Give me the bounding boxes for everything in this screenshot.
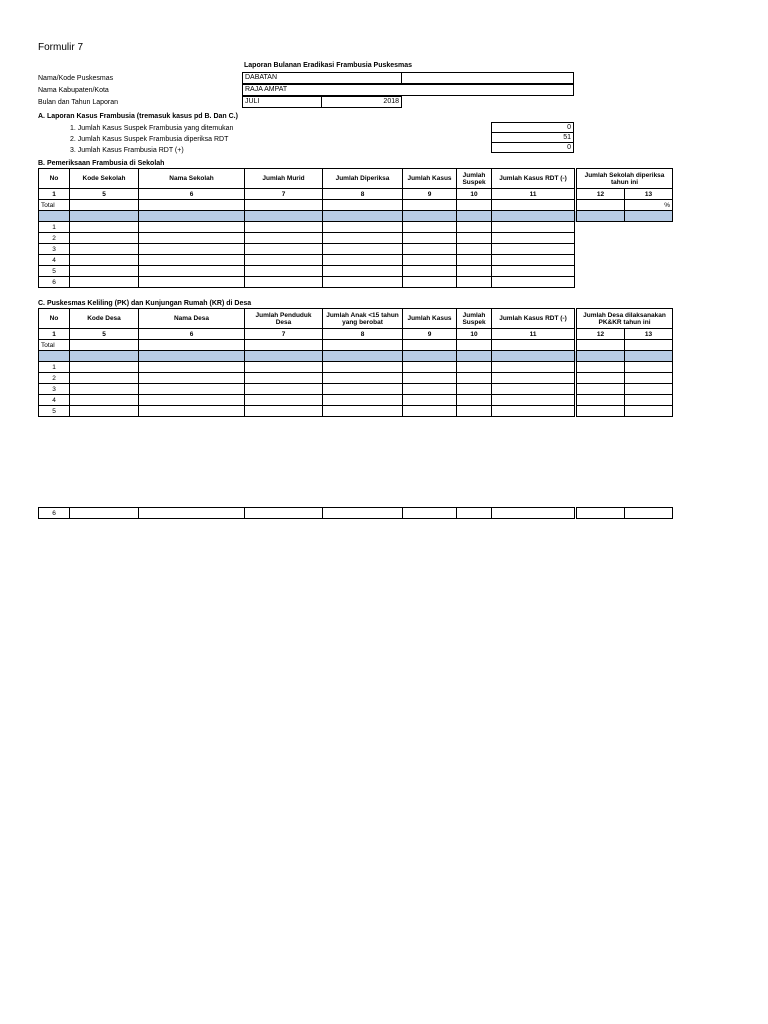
table-cell[interactable] [245,233,323,244]
col-header-jumlah-kasus-rdt: Jumlah Kasus RDT (-) [492,169,575,189]
col-number: 1 [39,329,70,340]
col-number: 5 [70,189,139,200]
col-number: 13 [625,329,673,340]
table-cell[interactable] [403,395,457,406]
col-number: 11 [492,329,575,340]
col-number: 10 [457,329,492,340]
row-number: 4 [39,255,70,266]
form-title: Formulir 7 [38,42,84,53]
table-cell[interactable] [139,233,245,244]
table-cell[interactable] [245,406,323,417]
table-cell[interactable] [323,200,403,211]
table-cell[interactable] [492,222,575,233]
percent-cell[interactable]: % [625,200,673,211]
table-cell[interactable] [139,340,245,351]
table-cell[interactable] [323,255,403,266]
col-header-desa-pk-kr: Jumlah Desa dilaksanakan PK&KR tahun ini [577,309,673,329]
table-cell[interactable] [139,266,245,277]
table-cell[interactable] [403,233,457,244]
table-cell[interactable] [139,255,245,266]
table-cell[interactable] [139,395,245,406]
total-row [39,200,673,211]
col-header-sekolah-tahun-ini: Jumlah Sekolah diperiksa tahun ini [577,169,673,189]
table-cell[interactable] [139,244,245,255]
table-cell[interactable] [323,362,403,373]
table-cell[interactable] [245,222,323,233]
col-header-jumlah-penduduk: Jumlah Penduduk Desa [245,309,323,329]
col-number: 7 [245,329,323,340]
table-cell[interactable] [245,395,323,406]
table-cell[interactable] [492,255,575,266]
section-c-title: C. Puskesmas Keliling (PK) dan Kunjungan Rumah (KR) di Desa [38,300,252,307]
row-number: 1 [39,362,70,373]
row-number: 3 [39,384,70,395]
table-cell[interactable] [70,244,139,255]
table-cell[interactable] [245,277,323,288]
table-cell[interactable] [323,340,403,351]
table-row [39,362,673,373]
table-cell[interactable] [457,340,492,351]
table-cell[interactable] [70,266,139,277]
table-cell[interactable] [70,384,139,395]
table-cell[interactable] [70,233,139,244]
table-cell[interactable] [403,244,457,255]
col-number: 8 [323,329,403,340]
col-number: 1 [39,189,70,200]
table-cell[interactable] [577,200,625,211]
table-cell[interactable] [492,362,575,373]
table-cell[interactable] [70,508,139,519]
table-cell[interactable] [403,406,457,417]
table-cell[interactable] [403,222,457,233]
table-cell[interactable] [492,277,575,288]
table-row [39,373,673,384]
table-cell[interactable] [457,255,492,266]
table-cell[interactable] [139,222,245,233]
table-cell[interactable] [245,373,323,384]
table-cell[interactable] [245,340,323,351]
table-cell[interactable] [492,266,575,277]
table-row [39,384,673,395]
section-a-item-2-label: 2. Jumlah Kasus Suspek Frambusia diperiksa RDT [70,136,229,143]
highlight-row [39,211,673,222]
table-cell[interactable] [403,362,457,373]
table-cell[interactable] [577,508,625,519]
table-row [39,508,673,519]
table-row [39,277,673,288]
col-header-jumlah-diperiksa: Jumlah Diperiksa [323,169,403,189]
table-cell[interactable] [492,244,575,255]
table-cell[interactable] [245,200,323,211]
col-number: 6 [139,189,245,200]
col-header-nama-desa: Nama Desa [139,309,245,329]
col-number: 8 [323,189,403,200]
section-a-item-1-label: 1. Jumlah Kasus Suspek Frambusia yang ditemukan [70,125,234,132]
table-cell[interactable] [577,373,625,384]
col-number: 7 [245,189,323,200]
table-row [39,266,673,277]
table-cell[interactable] [457,222,492,233]
row-number: 1 [39,222,70,233]
table-cell[interactable] [457,266,492,277]
col-header-jumlah-kasus: Jumlah Kasus [403,169,457,189]
col-header-jumlah-anak: Jumlah Anak <15 tahun yang berobat [323,309,403,329]
school-table [38,168,673,288]
table-cell[interactable] [245,255,323,266]
table-cell[interactable] [70,362,139,373]
col-header-jumlah-murid: Jumlah Murid [245,169,323,189]
table-cell[interactable] [492,340,575,351]
col-header-jumlah-suspek: Jumlah Suspek [457,169,492,189]
row-number: 6 [39,277,70,288]
col-number: 12 [577,329,625,340]
table-cell[interactable] [139,508,245,519]
col-number: 9 [403,329,457,340]
table-cell[interactable] [245,266,323,277]
table-cell[interactable] [457,395,492,406]
table-cell[interactable] [323,266,403,277]
table-cell[interactable] [457,244,492,255]
table-cell[interactable] [323,277,403,288]
row-number: 6 [39,508,70,519]
table-cell[interactable] [625,362,673,373]
row-number: 2 [39,233,70,244]
table-cell[interactable] [245,384,323,395]
col-header-kode-sekolah: Kode Sekolah [70,169,139,189]
bulan-field[interactable]: JULI [242,96,322,108]
puskesmas-code-field[interactable] [401,72,574,84]
table-row [39,395,673,406]
table-cell[interactable] [70,406,139,417]
col-header-nama-sekolah: Nama Sekolah [139,169,245,189]
table-cell[interactable] [492,395,575,406]
col-header-jumlah-kasus: Jumlah Kasus [403,309,457,329]
table-cell[interactable] [323,244,403,255]
table-cell[interactable] [139,406,245,417]
table-cell[interactable] [457,277,492,288]
table-cell[interactable] [457,373,492,384]
row-number: 5 [39,406,70,417]
village-table-last-row [38,507,673,519]
table-cell[interactable] [323,384,403,395]
col-number: 11 [492,189,575,200]
puskesmas-label: Nama/Kode Puskesmas [38,75,114,82]
table-cell[interactable] [139,362,245,373]
table-cell[interactable] [323,406,403,417]
table-row [39,233,673,244]
table-cell[interactable] [403,255,457,266]
table-cell[interactable] [577,395,625,406]
bulan-label: Bulan dan Tahun Laporan [38,99,119,106]
table-cell[interactable] [625,340,673,351]
section-a-item-1-value[interactable]: 0 [491,122,574,133]
table-cell[interactable] [323,373,403,384]
table-cell[interactable] [492,233,575,244]
table-cell[interactable] [492,373,575,384]
tahun-field[interactable]: 2018 [321,96,402,108]
total-row [39,340,673,351]
puskesmas-field[interactable]: DABATAN [242,72,402,84]
table-row [39,406,673,417]
col-number: 9 [403,189,457,200]
table-cell[interactable] [625,384,673,395]
table-cell[interactable] [70,200,139,211]
table-cell[interactable] [403,277,457,288]
table-cell[interactable] [245,244,323,255]
table-cell[interactable] [70,340,139,351]
section-a-title: A. Laporan Kasus Frambusia (tremasuk kasus pd B. Dan C.) [38,113,238,120]
table-cell[interactable] [245,508,323,519]
table-cell[interactable] [457,508,492,519]
table-row [39,244,673,255]
table-cell[interactable] [139,384,245,395]
table-cell[interactable] [139,373,245,384]
table-cell[interactable] [577,384,625,395]
col-number: 5 [70,329,139,340]
section-b-title: B. Pemeriksaan Frambusia di Sekolah [38,160,165,167]
col-header-no: No [39,309,70,329]
table-row [39,255,673,266]
total-label: Total [39,340,70,351]
row-number: 2 [39,373,70,384]
row-number: 4 [39,395,70,406]
table-cell[interactable] [457,406,492,417]
table-cell[interactable] [139,200,245,211]
section-a-item-2-value[interactable]: 51 [491,132,574,143]
table-cell[interactable] [403,266,457,277]
village-table [38,308,673,417]
table-cell[interactable] [457,384,492,395]
row-number: 3 [39,244,70,255]
table-cell[interactable] [403,340,457,351]
table-cell[interactable] [492,406,575,417]
kabupaten-label: Nama Kabupaten/Kota [38,87,109,94]
table-cell[interactable] [245,362,323,373]
table-cell[interactable] [403,508,457,519]
table-cell[interactable] [577,362,625,373]
table-cell[interactable] [403,384,457,395]
section-a-item-3-label: 3. Jumlah Kasus Frambusia RDT (+) [70,147,184,154]
table-cell[interactable] [139,277,245,288]
table-cell[interactable] [577,340,625,351]
table-cell[interactable] [323,233,403,244]
table-cell[interactable] [403,373,457,384]
col-number: 13 [625,189,673,200]
table-cell[interactable] [625,406,673,417]
table-cell[interactable] [70,255,139,266]
col-header-kode-desa: Kode Desa [70,309,139,329]
col-number: 6 [139,329,245,340]
table-row [39,222,673,233]
table-cell[interactable] [403,200,457,211]
table-cell[interactable] [70,373,139,384]
table-cell[interactable] [577,406,625,417]
table-cell[interactable] [625,508,673,519]
kabupaten-field[interactable]: RAJA AMPAT [242,84,574,96]
table-cell[interactable] [70,277,139,288]
table-cell[interactable] [457,200,492,211]
table-cell[interactable] [492,384,575,395]
table-cell[interactable] [457,233,492,244]
table-cell[interactable] [323,222,403,233]
report-title: Laporan Bulanan Eradikasi Frambusia Puskesmas [244,62,413,69]
col-number: 12 [577,189,625,200]
table-cell[interactable] [492,200,575,211]
section-a-item-3-value[interactable]: 0 [491,142,574,153]
col-number: 10 [457,189,492,200]
table-cell[interactable] [625,395,673,406]
total-label: Total [39,200,70,211]
row-number: 5 [39,266,70,277]
col-header-jumlah-kasus-rdt: Jumlah Kasus RDT (-) [492,309,575,329]
table-cell[interactable] [625,373,673,384]
table-cell[interactable] [323,508,403,519]
table-cell[interactable] [323,395,403,406]
col-header-jumlah-suspek: Jumlah Suspek [457,309,492,329]
table-cell[interactable] [70,395,139,406]
table-cell[interactable] [492,508,575,519]
table-cell[interactable] [457,362,492,373]
table-cell[interactable] [70,222,139,233]
col-header-no: No [39,169,70,189]
highlight-row [39,351,673,362]
